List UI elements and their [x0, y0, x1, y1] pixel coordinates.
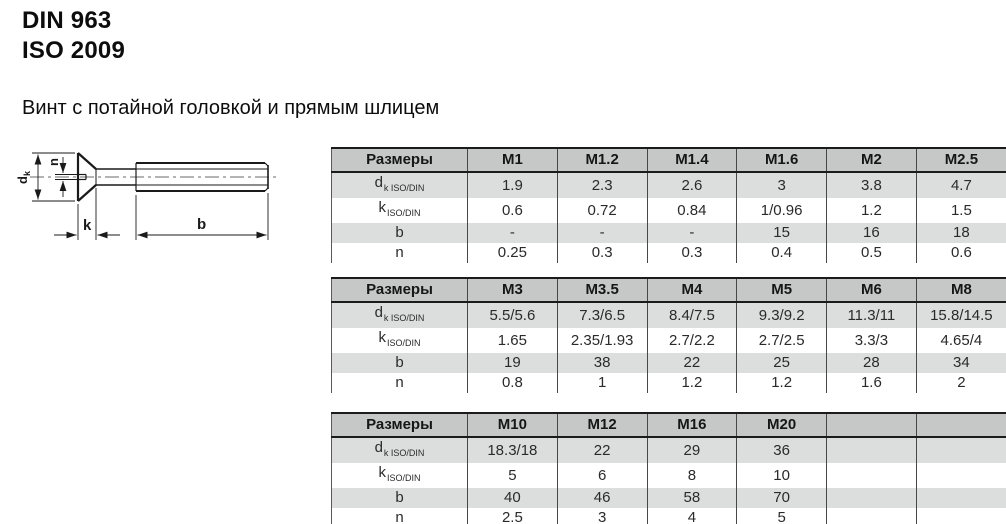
row-label: [332, 328, 468, 353]
row-label: [332, 508, 468, 524]
value-cell: 22: [647, 353, 737, 373]
table-row: [332, 353, 1006, 373]
row-label: [332, 437, 468, 463]
value-cell: 0.6: [468, 198, 558, 223]
col-header-thread-size: M1.4: [647, 148, 737, 172]
value-cell: 2.35/1.93: [557, 328, 647, 353]
value-cell: 3: [557, 508, 647, 524]
value-cell: [827, 437, 917, 463]
value-cell: 0.72: [557, 198, 647, 223]
product-description: Винт с потайной головкой и прямым шлицем: [22, 97, 440, 119]
value-cell: 0.25: [468, 243, 558, 263]
value-cell: 1.6: [827, 373, 917, 393]
header-row: [332, 278, 1006, 302]
row-label: [332, 463, 468, 488]
value-cell: 4: [647, 508, 737, 524]
row-label: [332, 488, 468, 508]
value-cell: 15.8/14.5: [916, 302, 1006, 328]
value-cell: 5: [468, 463, 558, 488]
row-label-subscript: ISO/DIN: [386, 338, 421, 348]
value-cell: 2.7/2.5: [737, 328, 827, 353]
screw-technical-drawing: [8, 138, 328, 258]
table-row: [332, 437, 1006, 463]
header-row: [332, 148, 1006, 172]
value-cell: 1/0.96: [737, 198, 827, 223]
col-header-thread-size: M1.6: [737, 148, 827, 172]
col-header-thread-size: M10: [468, 413, 558, 437]
iso-standard-title: ISO 2009: [22, 37, 126, 64]
value-cell: 25: [737, 353, 827, 373]
dimension-table-m1-m2_5: [331, 147, 1006, 263]
dim-label-b: b: [197, 216, 207, 233]
value-cell: [916, 508, 1006, 524]
dimension-table-m3-m8: [331, 277, 1006, 393]
row-label-symbol: b: [395, 224, 404, 241]
value-cell: 36: [737, 437, 827, 463]
value-cell: 5: [737, 508, 827, 524]
value-cell: 0.3: [647, 243, 737, 263]
value-cell: 1.2: [827, 198, 917, 223]
value-cell: 1.65: [468, 328, 558, 353]
value-cell: 8.4/7.5: [647, 302, 737, 328]
value-cell: [827, 508, 917, 524]
value-cell: 34: [916, 353, 1006, 373]
value-cell: 1.2: [647, 373, 737, 393]
row-label: [332, 353, 468, 373]
value-cell: 58: [647, 488, 737, 508]
row-label: [332, 198, 468, 223]
table-row: [332, 223, 1006, 243]
value-cell: 70: [737, 488, 827, 508]
value-cell: 4.65/4: [916, 328, 1006, 353]
table-row: [332, 373, 1006, 393]
col-header-thread-size: M8: [916, 278, 1006, 302]
col-header-thread-size: M3.5: [557, 278, 647, 302]
value-cell: [916, 463, 1006, 488]
col-header-thread-size: M2.5: [916, 148, 1006, 172]
value-cell: 0.3: [557, 243, 647, 263]
value-cell: 2.7/2.2: [647, 328, 737, 353]
value-cell: 29: [647, 437, 737, 463]
value-cell: 0.5: [827, 243, 917, 263]
table-row: [332, 508, 1006, 524]
value-cell: -: [557, 223, 647, 243]
dim-label-k: k: [83, 217, 92, 234]
value-cell: 16: [827, 223, 917, 243]
row-label-symbol: k: [378, 199, 386, 216]
row-label-symbol: k: [378, 464, 386, 481]
value-cell: 0.84: [647, 198, 737, 223]
value-cell: 0.4: [737, 243, 827, 263]
value-cell: [827, 488, 917, 508]
value-cell: 2.6: [647, 172, 737, 198]
value-cell: 18.3/18: [468, 437, 558, 463]
standard-titles: [22, 6, 125, 66]
row-label-symbol: k: [378, 329, 386, 346]
value-cell: 2: [916, 373, 1006, 393]
col-header-thread-size: M12: [557, 413, 647, 437]
value-cell: 40: [468, 488, 558, 508]
col-header-thread-size: M1.2: [557, 148, 647, 172]
header-row: [332, 413, 1006, 437]
row-label-subscript: ISO/DIN: [386, 208, 421, 218]
value-cell: 5.5/5.6: [468, 302, 558, 328]
row-label-symbol: d: [374, 174, 383, 191]
table-row: [332, 488, 1006, 508]
table-row: [332, 243, 1006, 263]
value-cell: 1.2: [737, 373, 827, 393]
dim-label-dk: $d_k$: [15, 171, 32, 184]
value-cell: 2.5: [468, 508, 558, 524]
value-cell: 0.6: [916, 243, 1006, 263]
row-label-subscript: k ISO/DIN: [383, 183, 425, 193]
value-cell: 18: [916, 223, 1006, 243]
value-cell: 19: [468, 353, 558, 373]
row-label-symbol: d: [374, 304, 383, 321]
value-cell: 3: [737, 172, 827, 198]
value-cell: 9.3/9.2: [737, 302, 827, 328]
col-header-thread-size: M16: [647, 413, 737, 437]
value-cell: 3.3/3: [827, 328, 917, 353]
row-label: [332, 223, 468, 243]
table-row: [332, 198, 1006, 223]
value-cell: 28: [827, 353, 917, 373]
row-label: [332, 172, 468, 198]
table-row: [332, 463, 1006, 488]
col-header-thread-size: M6: [827, 278, 917, 302]
value-cell: [827, 463, 917, 488]
value-cell: 4.7: [916, 172, 1006, 198]
dimension-table-m10-m20: [331, 412, 1006, 524]
value-cell: [916, 437, 1006, 463]
col-header-thread-size: [916, 413, 1006, 437]
col-header-sizes: Размеры: [332, 413, 468, 437]
value-cell: -: [468, 223, 558, 243]
row-label-symbol: b: [395, 354, 404, 371]
value-cell: -: [647, 223, 737, 243]
value-cell: 46: [557, 488, 647, 508]
value-cell: 1.5: [916, 198, 1006, 223]
col-header-thread-size: M2: [827, 148, 917, 172]
value-cell: 38: [557, 353, 647, 373]
table-row: [332, 328, 1006, 353]
row-label-symbol: n: [395, 374, 404, 391]
table-row: [332, 172, 1006, 198]
col-header-thread-size: M20: [737, 413, 827, 437]
col-header-sizes: Размеры: [332, 278, 468, 302]
value-cell: 3.8: [827, 172, 917, 198]
cone-bottom-line: [78, 185, 96, 201]
row-label: [332, 302, 468, 328]
row-label-symbol: n: [395, 244, 404, 261]
din-standard-title: DIN 963: [22, 7, 112, 34]
col-header-thread-size: M1: [468, 148, 558, 172]
row-label-symbol: d: [374, 439, 383, 456]
row-label: [332, 373, 468, 393]
col-header-thread-size: M5: [737, 278, 827, 302]
row-label: [332, 243, 468, 263]
row-label-symbol: b: [395, 489, 404, 506]
value-cell: 15: [737, 223, 827, 243]
col-header-thread-size: [827, 413, 917, 437]
row-label-subscript: k ISO/DIN: [383, 448, 425, 458]
value-cell: 1: [557, 373, 647, 393]
table-row: [332, 302, 1006, 328]
row-label-subscript: k ISO/DIN: [383, 313, 425, 323]
col-header-thread-size: M4: [647, 278, 737, 302]
value-cell: [916, 488, 1006, 508]
value-cell: 22: [557, 437, 647, 463]
value-cell: 6: [557, 463, 647, 488]
value-cell: 11.3/11: [827, 302, 917, 328]
value-cell: 2.3: [557, 172, 647, 198]
value-cell: 0.8: [468, 373, 558, 393]
countersunk-screw-diagram: [8, 138, 328, 258]
col-header-sizes: Размеры: [332, 148, 468, 172]
row-label-subscript: ISO/DIN: [386, 473, 421, 483]
value-cell: 1.9: [468, 172, 558, 198]
cone-top-line: [78, 153, 96, 169]
dim-label-n: n: [46, 158, 61, 166]
row-label-symbol: n: [395, 509, 404, 524]
col-header-thread-size: M3: [468, 278, 558, 302]
value-cell: 8: [647, 463, 737, 488]
value-cell: 7.3/6.5: [557, 302, 647, 328]
value-cell: 10: [737, 463, 827, 488]
